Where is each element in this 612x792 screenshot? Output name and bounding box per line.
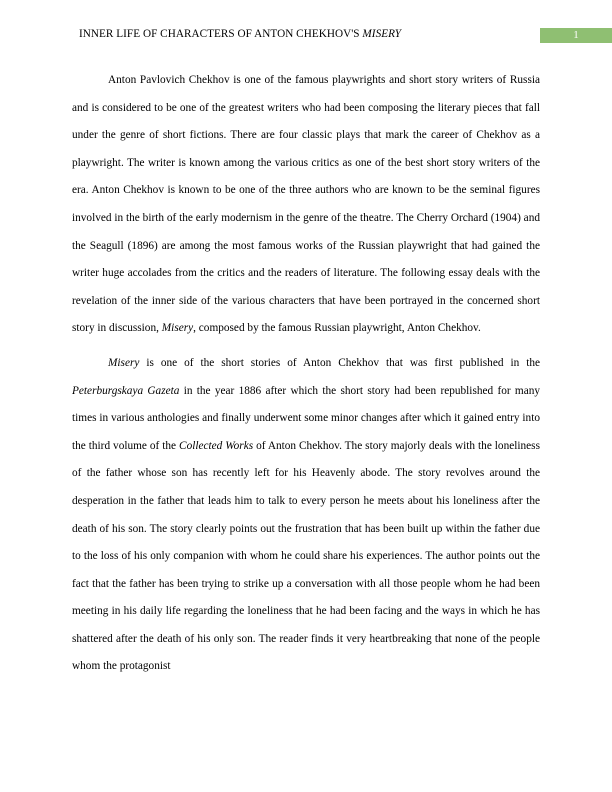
text-segment: , composed by the famous Russian playwright, Anton Chekhov.: [193, 322, 481, 335]
italic-text-segment: Misery: [161, 322, 194, 335]
italic-text-segment: Misery: [108, 356, 140, 369]
page-number: 1: [540, 28, 612, 43]
running-header: [79, 28, 401, 40]
text-segment: in the year 1886 after which the short story had been republished for many times in various anthologies and finally underwent some minor changes after which it gained entry into the third volume of the: [72, 384, 540, 452]
italic-text-segment: Collected Works: [179, 439, 254, 452]
italic-text-segment: Peterburgskaya Gazeta: [72, 384, 180, 397]
text-segment: is one of the short stories of Anton Chekhov that was first published in the: [139, 356, 540, 369]
header-title-italic: MISERY: [362, 28, 402, 40]
text-segment: of Anton Chekhov. The story majorly deals with the loneliness of the father whose son has recently left for his Heavenly abode. The story revolves around the desperation in the father that leads him to talk to every person he meets about his loneliness after the death of his son. The story clearly points out the frustration that has been built up within the father due to the loss of his only companion with whom he could share his experiences. The author points out the fact that the father has been trying to strike up a conversation with all those people whom he had been meeting in his daily life regarding the loneliness that he had been facing and the ways in which he has shattered after the death of his only son. The reader finds it very heartbreaking that none of the people whom the protagonist: [72, 439, 540, 673]
text-segment: Anton Pavlovich Chekhov is one of the famous playwrights and short story writers of Russia and is considered to be one of the greatest writers who had been composing the literary pieces that fall under the genre of short fictions. There are four classic plays that mark the career of Chekhov as a playwright. The writer is known among the various critics as one of the best short story writers of the era. Anton Chekhov is known to be one of the three authors who are known to be the seminal figures involved in the birth of the early modernism in the genre of the theatre. The Cherry Orchard (1904) and the Seagull (1896) are among the most famous works of the Russian playwright that had gained the writer huge accolades from the critics and the readers of literature. The following essay deals with the revelation of the inner side of the various characters that have been portrayed in the concerned short story in discussion,: [72, 74, 540, 335]
document-body: [72, 67, 540, 688]
header-title: INNER LIFE OF CHARACTERS OF ANTON CHEKHOV'S: [79, 28, 363, 40]
paragraph: [72, 350, 540, 681]
paragraph: [72, 67, 540, 343]
